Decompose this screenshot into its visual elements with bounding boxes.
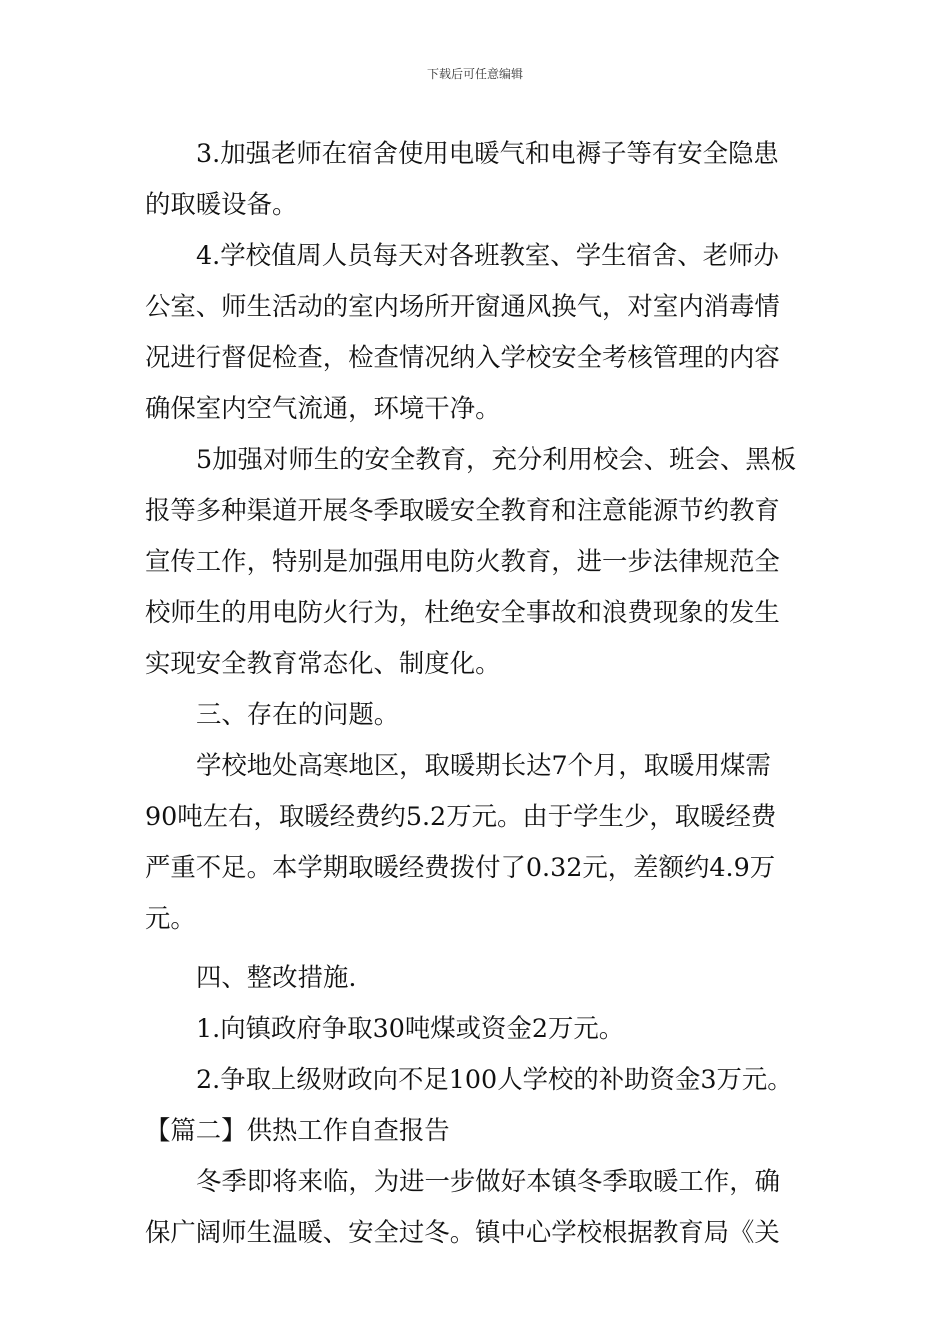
paragraph-line: 严重不足。本学期取暖经费拨付了0.32元，差额约4.9万 — [145, 852, 776, 882]
paragraph-line: 的取暖设备。 — [145, 189, 298, 219]
paragraph-line: 元。 — [145, 903, 196, 933]
paragraph-line: 4.学校值周人员每天对各班教室、学生宿舍、老师办 — [196, 240, 779, 270]
paragraph-line: 保广阔师生温暖、安全过冬。镇中心学校根据教育局《关 — [145, 1217, 780, 1247]
paragraph-line: 实现安全教育常态化、制度化。 — [145, 648, 501, 678]
paragraph-line: 校师生的用电防火行为，杜绝安全事故和浪费现象的发生 — [145, 597, 780, 627]
document-body — [145, 128, 810, 1258]
paragraph-line: 况进行督促检查，检查情况纳入学校安全考核管理的内容 — [145, 342, 780, 372]
paragraph-line: 2.争取上级财政向不足100人学校的补助资金3万元。 — [196, 1064, 793, 1094]
page-header: 下载后可任意编辑 — [426, 67, 523, 81]
paragraph-line: 宣传工作，特别是加强用电防火教育，进一步法律规范全 — [145, 546, 780, 576]
paragraph-spacer — [145, 944, 810, 952]
section-title: 【篇二】供热工作自查报告 — [145, 1115, 450, 1145]
paragraph-line: 确保室内空气流通，环境干净。 — [145, 393, 501, 423]
section-heading: 四、整改措施. — [196, 962, 357, 992]
paragraph-line: 学校地处高寒地区，取暖期长达7个月，取暖用煤需 — [196, 750, 771, 780]
paragraph-line: 3.加强老师在宿舍使用电暖气和电褥子等有安全隐患 — [196, 138, 779, 168]
paragraph-line: 1.向镇政府争取30吨煤或资金2万元。 — [196, 1013, 625, 1043]
paragraph-line: 公室、师生活动的室内场所开窗通风换气，对室内消毒情 — [145, 291, 780, 321]
paragraph-line: 5加强对师生的安全教育，充分利用校会、班会、黑板 — [196, 444, 797, 474]
section-heading: 三、存在的问题。 — [196, 699, 400, 729]
paragraph-line: 报等多种渠道开展冬季取暖安全教育和注意能源节约教育 — [145, 495, 780, 525]
paragraph-line: 冬季即将来临，为进一步做好本镇冬季取暖工作，确 — [196, 1166, 780, 1196]
paragraph-line: 90吨左右，取暖经费约5.2万元。由于学生少，取暖经费 — [145, 801, 777, 831]
